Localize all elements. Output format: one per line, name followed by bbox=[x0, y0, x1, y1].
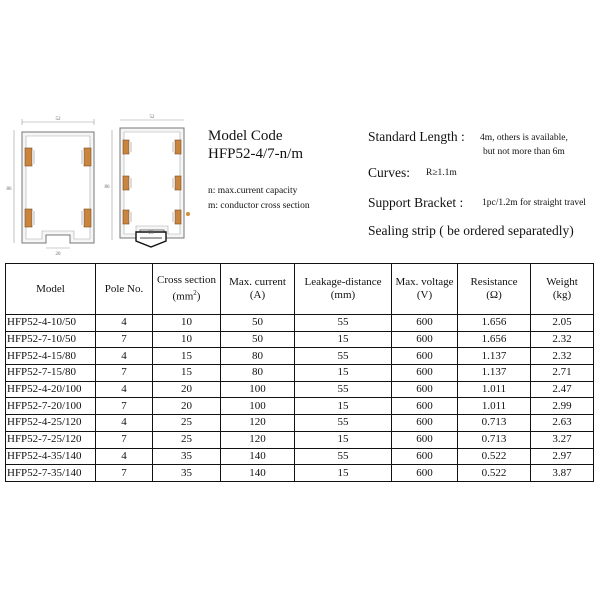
cell-max-current: 140 bbox=[221, 465, 295, 482]
cell-leakage-distance: 55 bbox=[295, 448, 392, 465]
table-row bbox=[6, 331, 594, 348]
cell-cross-section: 10 bbox=[153, 315, 221, 332]
cell-cross-section: 35 bbox=[153, 465, 221, 482]
cell-weight: 2.32 bbox=[531, 348, 594, 365]
cell-max-voltage: 600 bbox=[392, 415, 458, 432]
cell-weight: 2.99 bbox=[531, 398, 594, 415]
left-profile-drawing bbox=[7, 117, 95, 257]
cell-max-voltage: 600 bbox=[392, 448, 458, 465]
cell-model: HFP52-4-10/50 bbox=[6, 315, 96, 332]
sealing-strip-row bbox=[368, 222, 574, 240]
cell-cross-section: 20 bbox=[153, 381, 221, 398]
cell-resistance: 1.137 bbox=[458, 365, 531, 382]
cell-max-voltage: 600 bbox=[392, 431, 458, 448]
support-bracket-label: Support Bracket : bbox=[368, 195, 464, 210]
cell-leakage-distance: 15 bbox=[295, 331, 392, 348]
cell-leakage-distance: 55 bbox=[295, 348, 392, 365]
table-row bbox=[6, 465, 594, 482]
table-row bbox=[6, 315, 594, 332]
cross-section-diagrams bbox=[0, 110, 200, 260]
cell-resistance: 1.656 bbox=[458, 331, 531, 348]
cell-model: HFP52-4-15/80 bbox=[6, 348, 96, 365]
cell-weight: 2.32 bbox=[531, 331, 594, 348]
cell-pole-no: 4 bbox=[96, 415, 153, 432]
cell-max-voltage: 600 bbox=[392, 365, 458, 382]
table-row bbox=[6, 415, 594, 432]
header-max-voltage: Max. voltage (V) bbox=[392, 264, 458, 315]
header-leakage-distance: Leakage-distance (mm) bbox=[295, 264, 392, 315]
cell-cross-section: 20 bbox=[153, 398, 221, 415]
cell-pole-no: 7 bbox=[96, 331, 153, 348]
cell-leakage-distance: 15 bbox=[295, 365, 392, 382]
cell-resistance: 0.713 bbox=[458, 431, 531, 448]
cell-leakage-distance: 55 bbox=[295, 415, 392, 432]
cell-cross-section: 10 bbox=[153, 331, 221, 348]
table-row bbox=[6, 348, 594, 365]
cell-weight: 3.87 bbox=[531, 465, 594, 482]
cell-leakage-distance: 55 bbox=[295, 315, 392, 332]
cell-max-voltage: 600 bbox=[392, 315, 458, 332]
left-height-dim: 86 bbox=[6, 187, 12, 192]
cell-max-current: 100 bbox=[221, 398, 295, 415]
cell-model: HFP52-7-20/100 bbox=[6, 398, 96, 415]
curves-label: Curves: bbox=[368, 165, 410, 180]
model-code-title: Model Code bbox=[208, 128, 283, 144]
header-max-current: Max. current (A) bbox=[221, 264, 295, 315]
sealing-strip-label: Sealing strip ( be ordered separatedly) bbox=[368, 223, 574, 238]
model-code-legend bbox=[208, 184, 310, 214]
cell-model: HFP52-7-10/50 bbox=[6, 331, 96, 348]
right-bottom-dim: 23 bbox=[148, 231, 154, 236]
header-resistance: Resistance (Ω) bbox=[458, 264, 531, 315]
header-weight: Weight (kg) bbox=[531, 264, 594, 315]
cell-pole-no: 4 bbox=[96, 381, 153, 398]
legend-m: m: conductor cross section bbox=[208, 201, 310, 211]
cell-pole-no: 7 bbox=[96, 431, 153, 448]
cell-resistance: 1.137 bbox=[458, 348, 531, 365]
cell-pole-no: 4 bbox=[96, 348, 153, 365]
curves-value: R≥1.1m bbox=[426, 168, 457, 178]
cell-model: HFP52-4-20/100 bbox=[6, 381, 96, 398]
cell-leakage-distance: 15 bbox=[295, 431, 392, 448]
standard-length-row bbox=[368, 128, 568, 157]
left-bottom-dim: 20 bbox=[55, 252, 61, 257]
header-pole: Pole No. bbox=[96, 264, 153, 315]
cell-pole-no: 4 bbox=[96, 448, 153, 465]
cell-pole-no: 7 bbox=[96, 365, 153, 382]
cell-pole-no: 4 bbox=[96, 315, 153, 332]
left-width-dim: 52 bbox=[55, 117, 61, 122]
cell-max-voltage: 600 bbox=[392, 331, 458, 348]
cell-weight: 3.27 bbox=[531, 431, 594, 448]
cell-max-current: 50 bbox=[221, 315, 295, 332]
cell-resistance: 0.713 bbox=[458, 415, 531, 432]
model-code-block bbox=[208, 127, 303, 163]
header-cross-section: Cross section $(mm^2)$ bbox=[153, 264, 221, 315]
header-model: Model bbox=[6, 264, 96, 315]
curves-row bbox=[368, 164, 457, 182]
cell-resistance: 1.011 bbox=[458, 398, 531, 415]
standard-length-value-2: but not more than 6m bbox=[483, 147, 565, 157]
cell-leakage-distance: 55 bbox=[295, 381, 392, 398]
cell-weight: 2.71 bbox=[531, 365, 594, 382]
right-profile-drawing bbox=[105, 115, 191, 247]
cell-weight: 2.05 bbox=[531, 315, 594, 332]
cell-max-voltage: 600 bbox=[392, 398, 458, 415]
table-body bbox=[6, 315, 594, 482]
cell-cross-section: 15 bbox=[153, 348, 221, 365]
cell-max-current: 140 bbox=[221, 448, 295, 465]
cell-max-voltage: 600 bbox=[392, 465, 458, 482]
standard-length-value-1: 4m, others is available, bbox=[480, 133, 568, 143]
cell-model: HFP52-7-25/120 bbox=[6, 431, 96, 448]
cell-cross-section: 25 bbox=[153, 415, 221, 432]
support-bracket-row bbox=[368, 194, 586, 212]
cell-pole-no: 7 bbox=[96, 398, 153, 415]
cell-leakage-distance: 15 bbox=[295, 465, 392, 482]
cell-weight: 2.97 bbox=[531, 448, 594, 465]
model-code-value: HFP52-4/7-n/m bbox=[208, 146, 304, 162]
cell-cross-section: 25 bbox=[153, 431, 221, 448]
cell-max-current: 100 bbox=[221, 381, 295, 398]
table-header-row bbox=[6, 264, 594, 315]
table-row bbox=[6, 431, 594, 448]
cell-cross-section: 35 bbox=[153, 448, 221, 465]
legend-n: n: max.current capacity bbox=[208, 186, 298, 196]
cell-max-current: 50 bbox=[221, 331, 295, 348]
table-row bbox=[6, 381, 594, 398]
cell-max-current: 120 bbox=[221, 415, 295, 432]
table-row bbox=[6, 398, 594, 415]
cell-weight: 2.63 bbox=[531, 415, 594, 432]
cell-max-voltage: 600 bbox=[392, 348, 458, 365]
cell-resistance: 1.656 bbox=[458, 315, 531, 332]
cell-model: HFP52-7-35/140 bbox=[6, 465, 96, 482]
cell-model: HFP52-7-15/80 bbox=[6, 365, 96, 382]
cell-resistance: 0.522 bbox=[458, 448, 531, 465]
cell-cross-section: 15 bbox=[153, 365, 221, 382]
cell-max-voltage: 600 bbox=[392, 381, 458, 398]
cell-max-current: 120 bbox=[221, 431, 295, 448]
cell-resistance: 0.522 bbox=[458, 465, 531, 482]
cell-leakage-distance: 15 bbox=[295, 398, 392, 415]
cell-model: HFP52-4-35/140 bbox=[6, 448, 96, 465]
cell-pole-no: 7 bbox=[96, 465, 153, 482]
spec-table bbox=[5, 263, 594, 482]
cell-model: HFP52-4-25/120 bbox=[6, 415, 96, 432]
cell-max-current: 80 bbox=[221, 365, 295, 382]
table-row bbox=[6, 448, 594, 465]
cell-max-current: 80 bbox=[221, 348, 295, 365]
cell-weight: 2.47 bbox=[531, 381, 594, 398]
right-height-dim: 86 bbox=[104, 185, 110, 190]
cell-resistance: 1.011 bbox=[458, 381, 531, 398]
standard-length-label: Standard Length : bbox=[368, 129, 465, 144]
right-width-dim: 52 bbox=[149, 115, 155, 120]
table-row bbox=[6, 365, 594, 382]
support-bracket-value: 1pc/1.2m for straight travel bbox=[482, 198, 586, 208]
